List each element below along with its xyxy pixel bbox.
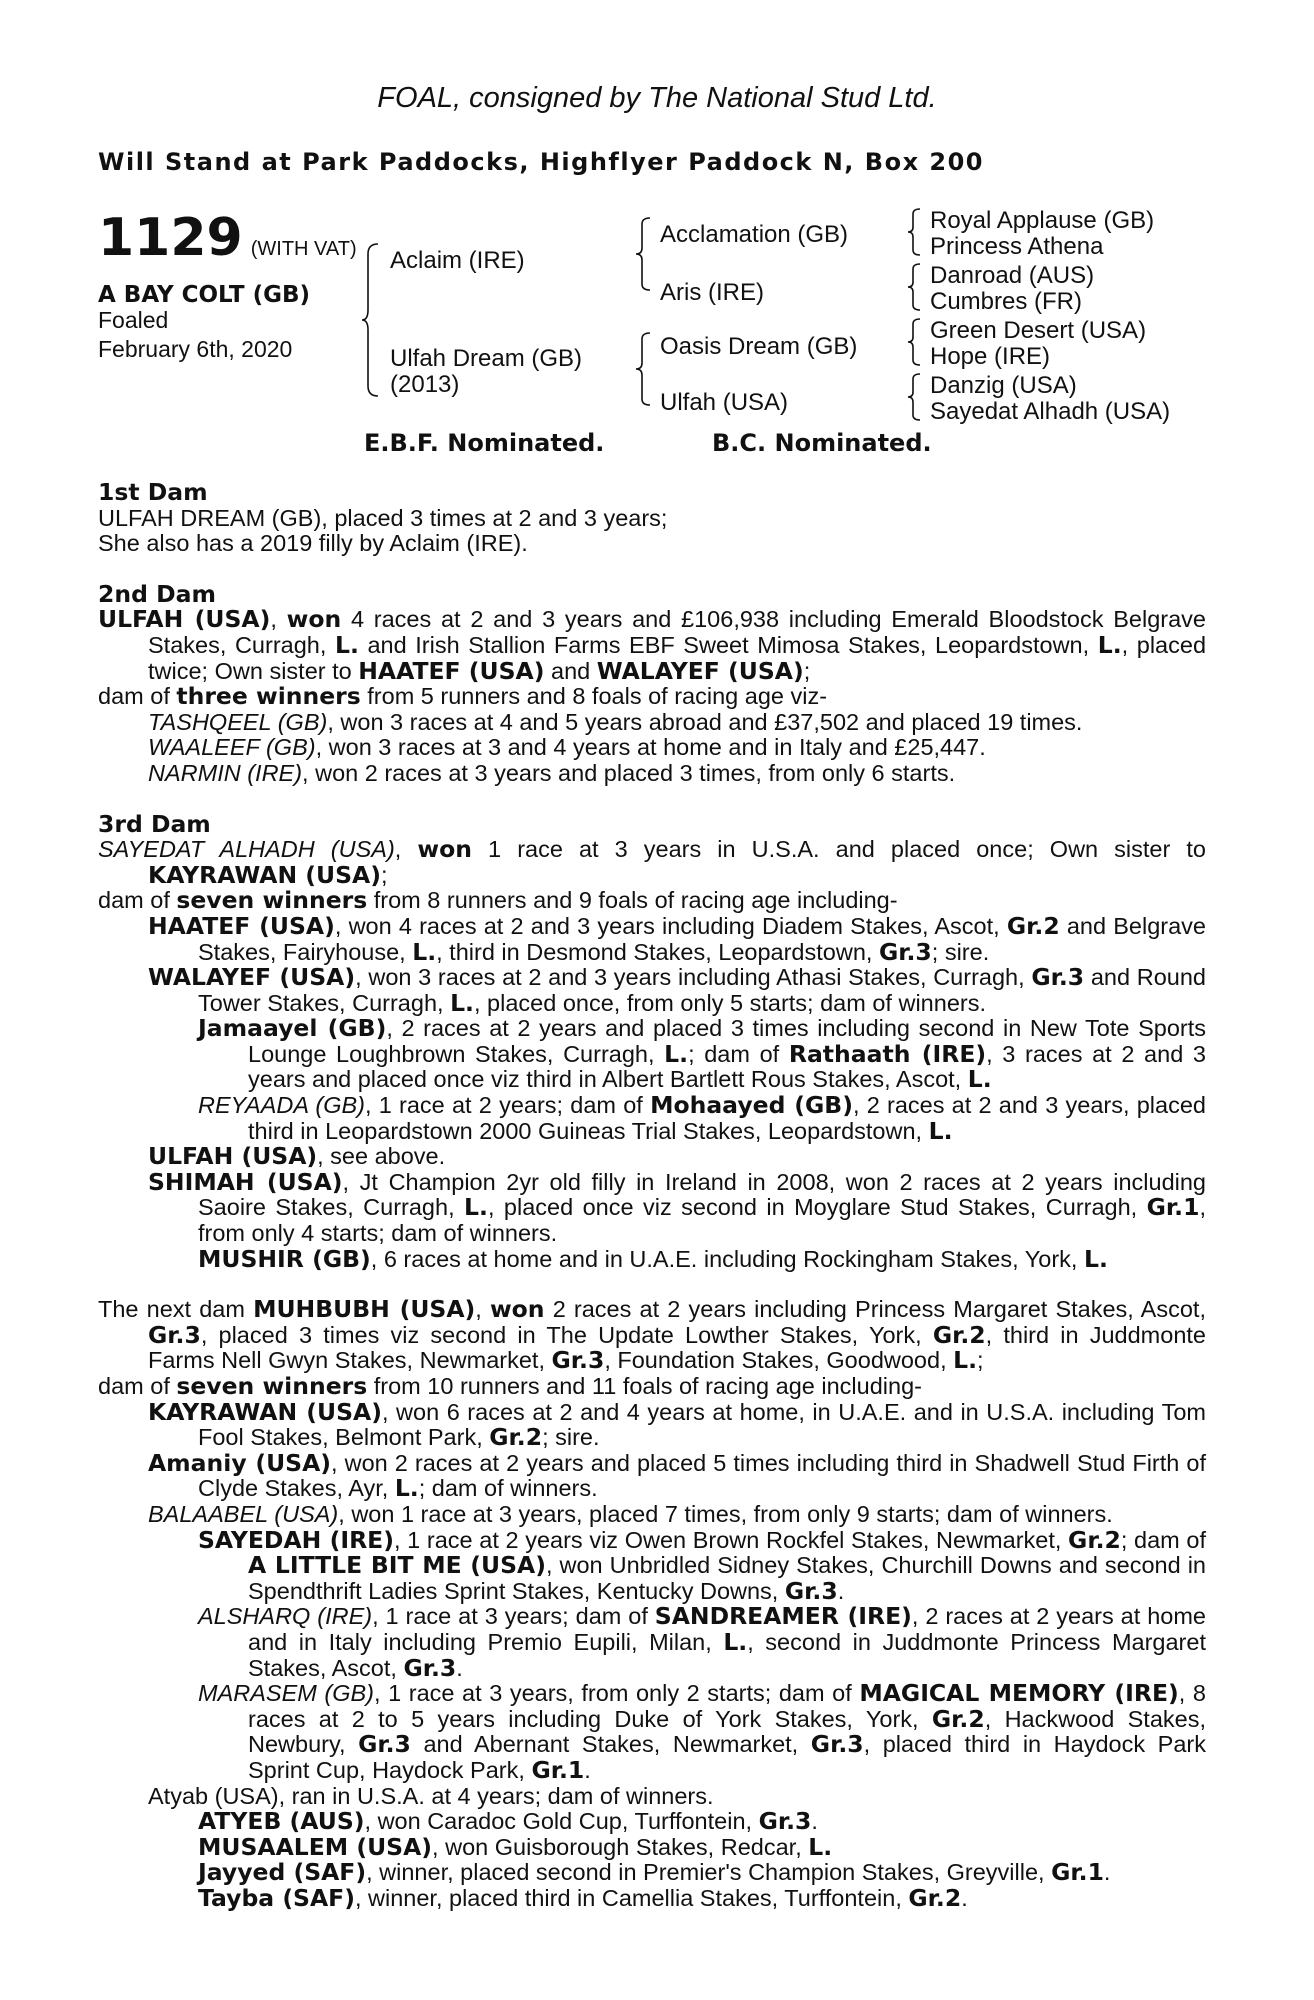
entry-text: . [811,1808,818,1835]
bold-text: L. [953,1346,978,1375]
lot-number: 1129 [98,208,243,268]
dam-section [98,579,1207,787]
pedigree-ds-sire: Green Desert (USA) [930,317,1147,344]
entry-text: , 1 race at 2 years viz Owen Brown Rockfel Stakes, Newmarket, [393,1526,1069,1553]
bold-text: three winners [176,682,361,711]
pedigree-entry [98,531,1206,557]
pedigree-dam-name: Ulfah Dream (GB) [390,345,583,372]
entry-text: , see above. [317,1143,446,1170]
bold-text: Gr.3 [148,1320,201,1349]
entry-text: , from only 4 starts; dam of winners. [198,1194,1206,1247]
bold-text: L. [394,1474,419,1503]
bold-text: ULFAH (USA) [98,605,271,634]
bold-text: KAYRAWAN (USA) [148,860,381,889]
pedigree-sire: Aclaim (IRE) [390,247,525,274]
bold-text: MUSAALEM (USA) [198,1832,433,1861]
bold-text: WALAYEF (USA) [148,963,356,992]
bold-text: Gr.3 [784,1576,838,1605]
bold-text: L. [808,1832,833,1861]
foaled-info [98,306,292,364]
bold-text: SAYEDAH (IRE) [198,1525,394,1554]
entry-text: ; [803,657,811,684]
pedigree-entry [98,1604,1206,1681]
entry-text: . [1103,1859,1111,1886]
section-heading: 1st Dam [98,478,208,506]
bold-text: Jamaayel (GB) [198,1014,387,1043]
entry-text: 1 race at 3 years in U.S.A. and placed once; Own sister to [471,836,1206,863]
italic-text: BALAABEL (USA) [148,1500,339,1527]
pedigree-dam [390,346,582,398]
pedigree-entry [98,1784,1206,1810]
brace-sire-parents [634,214,654,294]
bold-text: Mohaayed (GB) [650,1091,853,1120]
pedigree-entry [98,1297,1206,1374]
dam-section [98,809,1207,1273]
pedigree-entry [98,1093,1206,1144]
pedigree-entry [98,506,1206,532]
bold-text: MUHBUBH (USA) [253,1295,476,1324]
entry-text: and Abernant Stakes, Newmarket, [410,1731,811,1758]
entry-text: ULFAH DREAM (GB), placed 3 times at 2 and 3 years; [98,504,668,531]
bold-text: Gr.3 [810,1730,864,1759]
bold-text: Gr.1 [531,1755,585,1784]
entry-text: dam of [98,887,177,914]
pedigree-entry [98,735,1206,761]
pedigree-sd-sire: Danroad (AUS) [930,262,1095,289]
pedigree-entry [98,911,1206,966]
bold-text: Gr.2 [489,1423,543,1452]
pedigree-entry [98,1016,1206,1093]
bc-nomination: B.C. Nominated. [712,429,932,457]
bold-text: Gr.3 [878,937,932,966]
entry-text: ; [977,1347,984,1374]
bold-text: Gr.2 [1006,911,1060,940]
entry-text: . [456,1654,463,1681]
entry-text: , Jt Champion 2yr old filly in Ireland in 2008, won 2 races at 2 years including Saoire Stakes, Curragh, [198,1168,1207,1221]
bold-text: Amaniy (USA) [148,1448,332,1477]
entry-text: She also has a 2019 filly by Aclaim (IRE). [98,530,528,557]
entry-text: , placed twice; Own sister to [148,631,1207,684]
bold-text: seven winners [176,1372,368,1400]
bold-text: KAYRAWAN (USA) [148,1397,382,1426]
italic-text: MARASEM (GB) [198,1680,374,1707]
bold-text: Gr.3 [358,1730,411,1759]
entry-text: , won 3 races at 2 and 3 years including Athasi Stakes, Curragh, [355,964,1032,991]
pedigree-entry [98,1525,1207,1605]
ebf-nomination: E.B.F. Nominated. [364,429,605,457]
pedigree-dam-year: (2013) [390,371,460,398]
entry-text: ; sire. [931,938,990,965]
bold-text: seven winners [176,886,368,915]
bold-text: L. [334,630,359,659]
brace-dd-parents [906,371,924,423]
pedigree-sire-sire: Acclamation (GB) [660,221,849,248]
entry-text: , won 4 races at 2 and 3 years including Diadem Stakes, Ascot, [334,912,1007,939]
section-heading: 2nd Dam [98,579,216,608]
dam-section [98,1297,1206,1911]
pedigree-entry [98,1167,1207,1247]
entry-text: , won Unbridled Sidney Stakes, Churchill Downs and second in Spendthrift Ladies Sprint Stakes, Kentucky Downs, [248,1552,1206,1604]
italic-text: ALSHARQ (IRE) [198,1603,373,1630]
bold-text: Gr.3 [551,1346,605,1375]
entry-text: dam of [98,1373,177,1399]
bold-text: SHIMAH (USA) [148,1167,343,1196]
bold-text: Gr.2 [931,1704,985,1733]
bold-text: ULFAH (USA) [148,1142,318,1171]
italic-text: SAYEDAT ALHADH (USA) [98,836,395,863]
bold-text: MAGICAL MEMORY (IRE) [859,1679,1179,1708]
entry-text: , 2 races at 2 years and placed 3 times including second in New Tote Sports Lounge Loughbrown Stakes, Curragh, [248,1015,1207,1067]
family-history [98,480,1206,1911]
entry-text: ; [380,861,388,888]
entry-text: ; dam of [688,1040,789,1067]
bold-text: HAATEF (USA) [358,656,545,685]
bold-text: ATYEB (AUS) [198,1807,365,1836]
bold-text: Jayyed (SAF) [198,1858,367,1887]
entry-text: . [584,1756,591,1783]
entry-text: , 2 races at 2 years at home and in Italy including Premio Eupili, Milan, [248,1603,1206,1655]
pedigree-entry [98,1244,1206,1273]
entry-text: , won 2 races at 3 years and placed 3 times, from only 6 starts. [302,759,956,786]
section-gap [98,1272,1206,1297]
entry-text: The next dam [98,1296,254,1323]
brace-gen1 [360,240,384,400]
entry-text: , won Caradoc Gold Cup, Turffontein, [364,1808,759,1835]
pedigree-dd-sire: Danzig (USA) [930,372,1077,399]
pedigree-sd-dam: Cumbres (FR) [930,288,1083,315]
bold-text: WALAYEF (USA) [596,656,804,685]
entry-text: , won 6 races at 2 and 4 years at home, in U.A.E. and in U.S.A. including Tom Fool Stakes, Belmont Park, [198,1398,1206,1451]
bold-text: L. [1097,630,1122,659]
bold-text: Gr.3 [403,1653,457,1682]
vat-note: (WITH VAT) [250,238,357,260]
pedigree-dam-sire: Oasis Dream (GB) [660,333,858,360]
entry-text: , won 3 races at 3 and 4 years at home and in Italy and £25,447. [315,734,986,761]
bold-text: L. [967,1065,992,1094]
foaled-date: February 6th, 2020 [98,336,293,362]
bold-text: Gr.1 [1146,1193,1200,1222]
entry-text: , 8 races at 2 to 5 years including Duke of York Stakes, York, [248,1680,1206,1732]
entry-text: . [961,1884,968,1911]
entry-text: from 10 runners and 11 foals of racing age including- [367,1373,922,1399]
pedigree-entry [98,684,1206,710]
entry-text: from 5 runners and 8 foals of racing age viz- [360,683,828,710]
foaled-label: Foaled [98,307,169,333]
bold-text: L. [928,1116,953,1145]
entry-text: , placed once viz second in Moyglare Stud Stakes, Curragh, [487,1194,1147,1221]
entry-text: , 1 race at 2 years; dam of [364,1092,651,1119]
bold-text: Rathaath (IRE) [788,1039,987,1068]
brace-ds-parents [906,316,924,368]
brace-ss-parents [906,206,924,258]
entry-text: , 2 races at 2 and 3 years, placed third in Leopardstown 2000 Guineas Trial Stakes, Leopardstown, [248,1092,1206,1144]
section-heading: 3rd Dam [98,809,211,838]
bold-text: Gr.3 [758,1807,812,1836]
pedigree-entry [98,837,1206,888]
consignment-line: FOAL, consigned by The National Stud Ltd. [377,82,937,114]
entry-text: , placed once, from only 5 starts; dam of winners. [473,989,986,1016]
entry-text: , 6 races at home and in U.A.E. including Rockingham Stakes, York, [370,1245,1084,1272]
entry-text: , winner, placed third in Camellia Stakes, Turffontein, [354,1884,909,1911]
brace-sd-parents [906,261,924,313]
pedigree-ss-dam: Princess Athena [930,233,1104,260]
bold-text: L. [464,1193,488,1222]
entry-text: , placed 3 times viz second in The Update Lowther Stakes, York, [200,1321,933,1348]
lot-heading [98,208,357,268]
bold-text: L. [1083,1244,1108,1273]
entry-text: , won 3 races at 4 and 5 years abroad and £37,502 and placed 19 times. [327,708,1083,735]
entry-text: , won Guisborough Stakes, Redcar, [432,1833,809,1860]
entry-text: 2 races at 2 years including Princess Margaret Stakes, Ascot, [544,1296,1206,1323]
pedigree-entry [98,1809,1206,1835]
bold-text: L. [664,1039,689,1068]
pedigree-entry [98,1448,1207,1503]
entry-text: and Irish Stallion Farms EBF Sweet Mimosa Stakes, Leopardstown, [358,631,1098,658]
bold-text: Gr.2 [908,1883,962,1912]
bold-text: L. [412,937,437,966]
entry-text: , won 1 race at 3 years, placed 7 times, from only 9 starts; dam of winners. [338,1500,1113,1527]
dam-section [98,480,1206,557]
stand-location: Will Stand at Park Paddocks, Highflyer Paddock N, Box 200 [98,148,984,176]
horse-description: A BAY COLT (GB) [98,282,311,308]
bold-text: L. [723,1627,748,1656]
entry-text: from 8 runners and 9 foals of racing age including- [367,887,898,914]
section-gap [98,557,1206,582]
pedigree-entry [98,965,1206,1016]
entry-text: , winner, placed second in Premier's Champion Stakes, Greyville, [366,1859,1052,1886]
italic-text: TASHQEEL (GB) [148,708,328,735]
pedigree-entry [98,1860,1206,1886]
bold-text: won [417,835,472,864]
bold-text: won [286,605,342,634]
bold-text: SANDREAMER (IRE) [654,1602,912,1631]
bold-text: won [489,1295,545,1324]
pedigree-entry [98,1681,1206,1783]
entry-text: , placed third in Haydock Park Sprint Cup, Haydock Park, [248,1731,1207,1783]
entry-text: , won 2 races at 2 years and placed 5 times including third in Shadwell Stud Firth of Clyde Stakes, Ayr, [198,1449,1207,1502]
pedigree-entry [98,710,1206,736]
entry-text: , second in Juddmonte Princess Margaret Stakes, Ascot, [248,1628,1206,1681]
entry-text: ; dam of winners. [418,1475,598,1502]
italic-text: REYAADA (GB) [198,1092,365,1119]
pedigree-ds-dam: Hope (IRE) [930,343,1051,370]
italic-text: NARMIN (IRE) [148,759,303,786]
pedigree-dam-dam: Ulfah (USA) [660,389,789,416]
entry-text: Atyab (USA), ran in U.S.A. at 4 years; dam of winners. [148,1782,714,1809]
pedigree-dd-dam: Sayedat Alhadh (USA) [930,398,1171,425]
pedigree-entry [98,761,1206,787]
bold-text: Gr.2 [1068,1525,1121,1554]
bold-text: Tayba (SAF) [198,1883,355,1912]
entry-text: , [270,606,287,633]
pedigree-entry [98,1374,1206,1400]
pedigree-entry [98,1502,1206,1528]
bold-text: HAATEF (USA) [148,911,335,940]
bold-text: Gr.1 [1051,1858,1104,1887]
entry-text: ; dam of [1120,1526,1207,1553]
pedigree-entry [98,888,1206,914]
pedigree-entry [98,607,1206,684]
pedigree-sire-dam: Aris (IRE) [660,279,764,306]
entry-text: . [837,1577,845,1604]
bold-text: L. [450,988,474,1017]
entry-text: , [394,836,418,863]
entry-text: , [475,1296,490,1323]
bold-text: A LITTLE BIT ME (USA) [248,1551,546,1580]
entry-text: , 1 race at 3 years, from only 2 starts; dam of [374,1680,860,1707]
entry-text: , third in Juddmonte Farms Nell Gwyn Stakes, Newmarket, [148,1321,1206,1374]
entry-text: and Belgrave Stakes, Fairyhouse, [198,912,1206,965]
brace-dam-parents [634,329,654,409]
bold-text: MUSHIR (GB) [198,1244,371,1273]
entry-text: 4 races at 2 and 3 years and £106,938 including Emerald Bloodstock Belgrave Stakes, Curragh, [148,606,1206,658]
pedigree-entry [98,1144,1206,1170]
entry-text: , Foundation Stakes, Goodwood, [604,1347,954,1374]
entry-text: and [544,657,597,684]
pedigree-entry [98,1832,1206,1861]
entry-text: , third in Desmond Stakes, Leopardstown, [436,938,879,965]
bold-text: Gr.2 [932,1320,986,1349]
entry-text: , Hackwood Stakes, Newbury, [248,1705,1206,1758]
entry-text: ; sire. [542,1424,600,1451]
bold-text: Gr.3 [1031,963,1085,992]
entry-text: , 1 race at 3 years; dam of [372,1603,655,1630]
entry-text: , 3 races at 2 and 3 years and placed once viz third in Albert Bartlett Rous Stakes, Ascot, [248,1040,1206,1093]
entry-text: dam of [98,683,177,710]
pedigree-entry [98,1883,1206,1912]
section-gap [98,787,1206,812]
italic-text: WAALEEF (GB) [148,734,316,761]
entry-text: and Round Tower Stakes, Curragh, [198,964,1206,1016]
pedigree-ss-sire: Royal Applause (GB) [930,207,1155,234]
pedigree-entry [98,1397,1206,1452]
